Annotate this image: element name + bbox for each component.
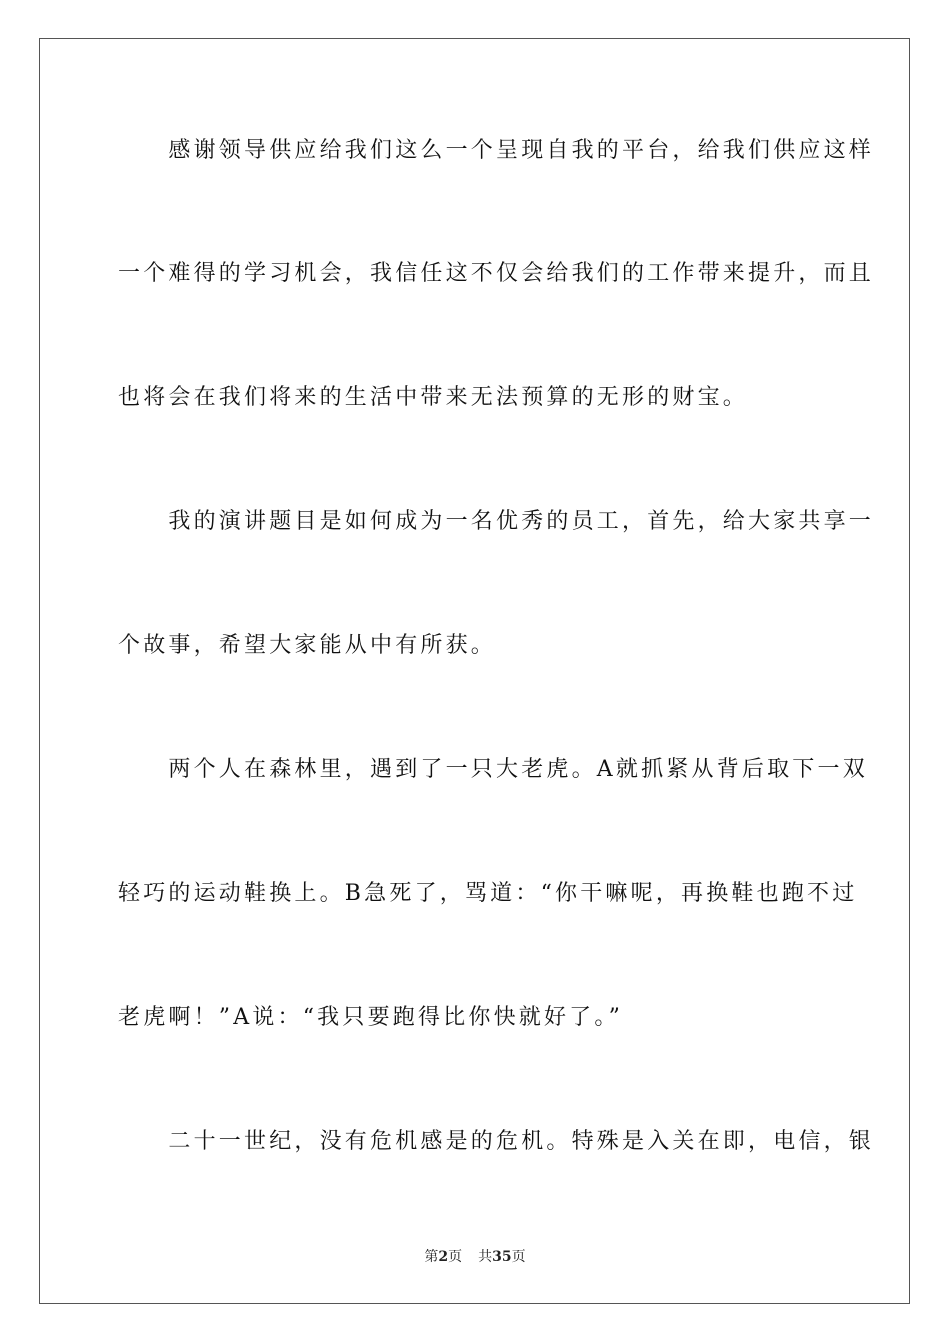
text-line-6: 两个人在森林里，遇到了一只大老虎。A就抓紧从背后取下一双 — [118, 757, 868, 782]
text-line-1: 感谢领导供应给我们这么一个呈现自我的平台，给我们供应这样 — [118, 138, 875, 163]
total-prefix: 共 — [478, 1249, 493, 1265]
page-footer — [0, 1247, 950, 1267]
text-line-4: 我的演讲题目是如何成为一名优秀的员工，首先，给大家共享一 — [118, 509, 875, 534]
total-pages: 35 — [492, 1249, 512, 1265]
text-line-5: 个故事，希望大家能从中有所获。 — [118, 633, 497, 658]
text-line-2: 一个难得的学习机会，我信任这不仅会给我们的工作带来提升，而且 — [118, 261, 875, 286]
text-line-8: 老虎啊！”A说：“我只要跑得比你快就好了。” — [118, 1005, 624, 1030]
page-prefix: 第 — [424, 1249, 439, 1265]
text-line-7: 轻巧的运动鞋换上。B急死了，骂道：“你干嘛呢，再换鞋也跑不过 — [118, 881, 858, 906]
page-border — [39, 38, 910, 1304]
page-number: 2 — [438, 1249, 449, 1265]
page-suffix: 页 — [448, 1249, 463, 1265]
text-line-9: 二十一世纪，没有危机感是的危机。特殊是入关在即，电信，银 — [118, 1129, 875, 1154]
total-suffix: 页 — [511, 1249, 526, 1265]
text-line-3: 也将会在我们将来的生活中带来无法预算的无形的财宝。 — [118, 385, 749, 410]
